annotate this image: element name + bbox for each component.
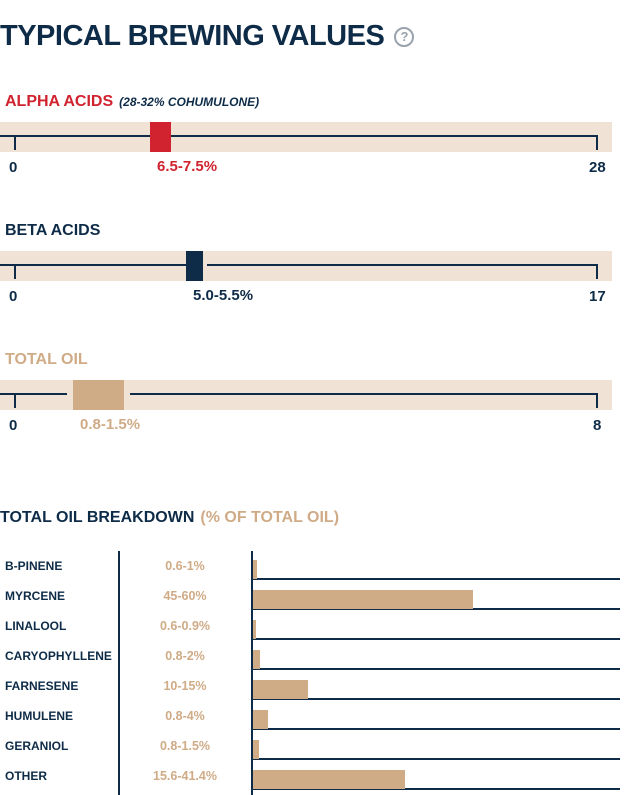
oil-breakdown-heading: TOTAL OIL BREAKDOWN	[0, 509, 195, 526]
beta-acids-min-tick	[14, 265, 16, 279]
oil-name: B-PINENE	[5, 559, 63, 573]
total-oil-min-tick	[14, 394, 16, 408]
oil-range: 0.6-0.9%	[159, 619, 211, 633]
oil-bar	[253, 680, 308, 699]
oil-range: 0.8-4%	[165, 709, 205, 723]
oil-bar	[253, 770, 405, 789]
oil-breakdown-row	[0, 760, 620, 790]
oil-bar	[253, 620, 256, 639]
page-title-text: TYPICAL BREWING VALUES	[0, 20, 385, 52]
oil-breakdown-row	[0, 730, 620, 760]
alpha-acids-label	[5, 93, 259, 111]
oil-range: 0.8-1.5%	[159, 739, 211, 753]
oil-name: LINALOOL	[5, 619, 67, 633]
total-oil-label: TOTAL OIL	[5, 351, 88, 368]
oil-range: 45-60%	[163, 589, 207, 603]
oil-breakdown-row	[0, 610, 620, 640]
total-oil-min: 0	[9, 417, 18, 434]
oil-range: 0.6-1%	[165, 559, 205, 573]
alpha-acids-min: 0	[9, 159, 18, 176]
oil-breakdown-title	[0, 509, 339, 527]
alpha-acids-marker	[150, 122, 171, 152]
alpha-acids-note: (28-32% COHUMULONE)	[119, 95, 260, 109]
oil-name: GERANIOL	[5, 739, 69, 753]
oil-bar	[253, 560, 257, 579]
oil-breakdown-subtitle: (% OF TOTAL OIL)	[200, 509, 340, 526]
beta-acids-max: 17	[589, 288, 606, 305]
alpha-acids-max-tick	[596, 136, 598, 150]
beta-acids-axis	[0, 264, 598, 266]
oil-breakdown-row	[0, 640, 620, 670]
oil-range: 15.6-41.4%	[153, 769, 217, 783]
total-oil-marker	[73, 380, 124, 410]
oil-bar	[253, 710, 268, 729]
alpha-acids-range: 6.5-7.5%	[157, 158, 218, 175]
oil-range: 10-15%	[163, 679, 207, 693]
alpha-acids-max: 28	[589, 159, 606, 176]
oil-range: 0.8-2%	[165, 649, 205, 663]
total-oil-max-tick	[596, 394, 598, 408]
beta-acids-range: 5.0-5.5%	[193, 287, 254, 304]
page-title	[0, 20, 414, 53]
oil-name: OTHER	[5, 769, 47, 783]
alpha-acids-axis	[0, 135, 598, 137]
beta-acids-marker	[186, 251, 203, 281]
oil-breakdown-row	[0, 670, 620, 700]
alpha-acids-band	[0, 122, 612, 152]
oil-bar	[253, 650, 260, 669]
alpha-acids-min-tick	[14, 136, 16, 150]
beta-acids-band	[0, 251, 612, 281]
oil-bar	[253, 590, 473, 609]
oil-name: MYRCENE	[5, 589, 66, 603]
beta-acids-label: BETA ACIDS	[5, 222, 101, 239]
total-oil-max: 8	[593, 417, 602, 434]
total-oil-range: 0.8-1.5%	[80, 416, 141, 433]
beta-acids-min: 0	[9, 288, 18, 305]
oil-breakdown-row	[0, 550, 620, 580]
oil-bar	[253, 740, 259, 759]
oil-name: CARYOPHYLLENE	[5, 649, 112, 663]
oil-breakdown-row	[0, 580, 620, 610]
beta-acids-max-tick	[596, 265, 598, 279]
oil-name: FARNESENE	[5, 679, 79, 693]
oil-name: HUMULENE	[5, 709, 73, 723]
oil-breakdown-row	[0, 700, 620, 730]
alpha-acids-title: ALPHA ACIDS	[5, 93, 114, 110]
question-circle-icon[interactable]: ?	[394, 27, 414, 47]
